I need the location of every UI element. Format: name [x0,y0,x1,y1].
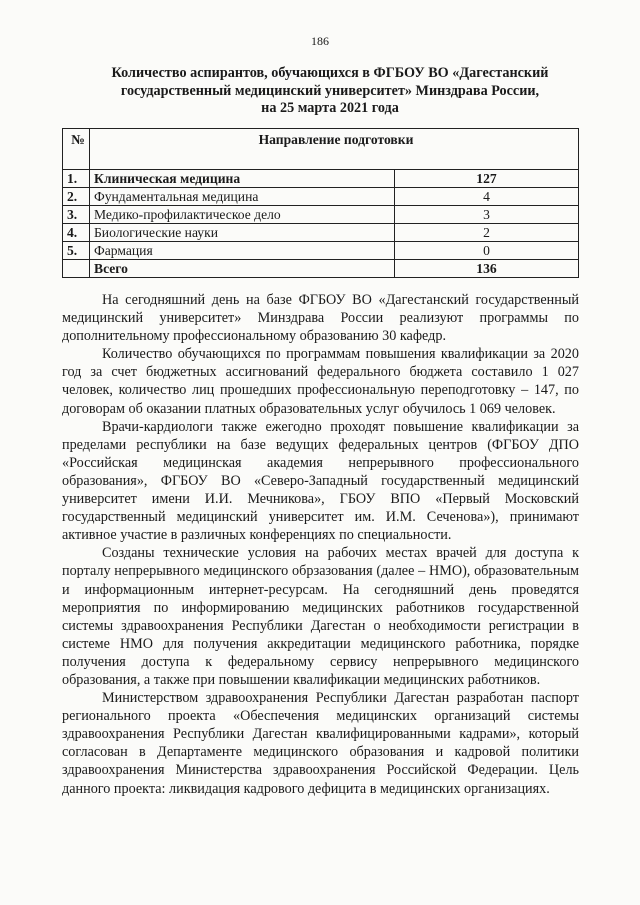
row-name: Фармация [90,242,395,260]
header-direction: Направление подготовки [90,129,579,170]
row-count: 0 [395,242,579,260]
paragraph: Министерством здравоохранения Республики Дагестан разработан паспорт регионального проекта «Обеспечения медицинских организаций системы здравоохранения Республики Дагестан квалифицированными кадрами», который согласован в Департаменте медицинского образования и кадровой политики здравоохранения Министерства здравоохранения Российской Федерации. Цель данного проекта: ликвидация кадрового дефицита в медицинских организациях. [62,690,579,797]
paragraph: Врачи-кардиологи также ежегодно проходят повышение квалификации за пределами республики на базе ведущих федеральных центров (ФГБОУ ДПО «Российская медицинская академия непрерывного профессионального образования», ФГБОУ ВО «Северо-Западный государственный медицинский университет имени И.И. Мечникова», ГБОУ ВПО «Первый Московский государственный медицинский университет им. И.М. Сеченова»), принимают активное участие в различных конференциях по специальности. [62,418,579,544]
row-num: 1. [63,170,90,188]
row-num: 5. [63,242,90,260]
row-name: Клиническая медицина [90,170,395,188]
header-num: № [63,129,90,170]
row-count: 4 [395,188,579,206]
row-name: Биологические науки [90,224,395,242]
row-count: 3 [395,206,579,224]
row-count: 2 [395,224,579,242]
row-name: Медико-профилактическое дело [90,206,395,224]
row-count: 127 [395,170,579,188]
page-number: 186 [311,34,329,48]
page-title [60,65,600,118]
title-line-3: на 25 марта 2021 года [261,100,399,116]
table-row [63,206,579,224]
table-row [63,242,579,260]
total-count: 136 [395,260,579,278]
table-total-row [63,260,579,278]
table-row [63,170,579,188]
postgraduates-table [62,128,579,278]
table-row [63,188,579,206]
paragraph: Количество обучающихся по программам повышения квалификации за 2020 год за счет бюджетных ассигнований федерального бюджета составило 1 027 человек, количество лиц прошедших профессиональную переподготовку – 147, по договорам об оказании платных образовательных услуг обучилось 1 069 человек. [62,346,579,417]
body-text [62,291,579,798]
row-name: Фундаментальная медицина [90,188,395,206]
total-num [63,260,90,278]
row-num: 3. [63,206,90,224]
title-line-2: государственный медицинский университет» Минздрава России, [120,82,540,99]
table-header-row [63,129,579,170]
paragraph: Созданы технические условия на рабочих местах врачей для доступа к порталу непрерывного медицинского обрзазования (далее – НМО), образовательным и информационным интернет-ресурсам. На сегодняшний день проведятся мероприятия по информированию медицинских работников государственной системы здравоохранения Республики Дагестан о необходимости регистрации в системе НМО для получения аккредитации медицинского работника, порядке получения доступа к федеральному сервису непрерывного медицинского образования, а также при повышении квалификации медицинских работников. [62,545,579,688]
total-label: Всего [90,260,395,278]
row-num: 4. [63,224,90,242]
paragraph: На сегодняшний день на базе ФГБОУ ВО «Дагестанский государственный медицинский университет» Минздрава России реализуют программы по дополнительному профессиональному образованию 30 кафедр. [62,292,579,345]
title-line-1: Количество аспирантов, обучающихся в ФГБОУ ВО «Дагестанский [111,65,549,81]
row-num: 2. [63,188,90,206]
table-row [63,224,579,242]
